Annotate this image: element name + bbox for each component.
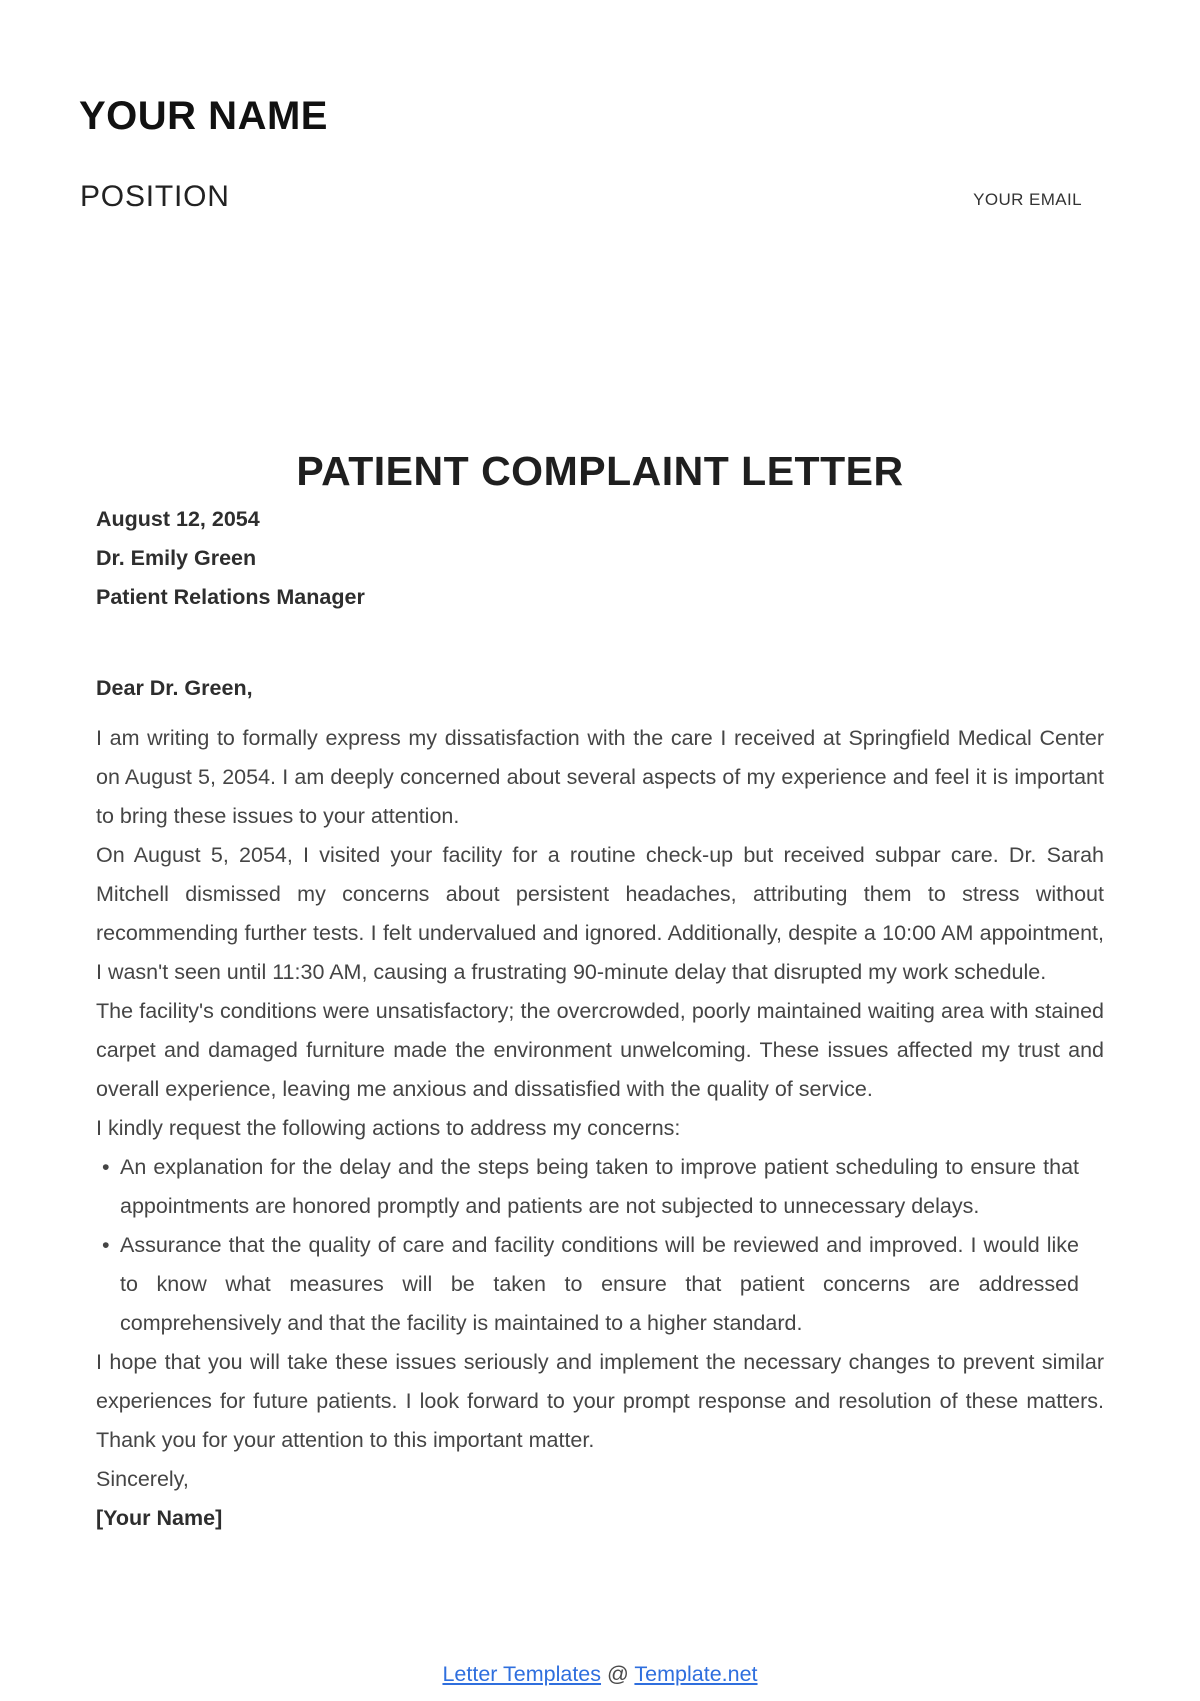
request-text: Assurance that the quality of care and facility conditions will be reviewed and improved. I would like to know what measures will be taken to ensure that patient concerns are addressed comprehensively and that the facility is maintained to a higher standard. xyxy=(120,1233,1079,1335)
document-title: PATIENT COMPLAINT LETTER xyxy=(296,448,904,494)
paragraph-facility: The facility's conditions were unsatisfactory; the overcrowded, poorly maintained waiting area with stained carpet and damaged furniture made the environment unwelcoming. These issues affected my trust and overall experience, leaving me anxious and dissatisfied with the quality of service. xyxy=(96,999,1104,1101)
request-list xyxy=(96,1148,1104,1343)
sender-position: POSITION xyxy=(80,180,230,213)
closing: Sincerely, xyxy=(96,1467,189,1491)
letter-body xyxy=(96,500,1104,1538)
letter-date: August 12, 2054 xyxy=(96,507,260,531)
sender-name: YOUR NAME xyxy=(79,94,328,138)
template-net-link[interactable]: Template.net xyxy=(634,1662,758,1686)
paragraph-incident: On August 5, 2054, I visited your facility for a routine check-up but received subpar care. Dr. Sarah Mitchell dismissed my concerns about persistent headaches, attributing them to stress without recommending further tests. I felt undervalued and ignored. Additionally, despite a 10:00 AM appointment, I wasn't seen until 11:30 AM, causing a frustrating 90-minute delay that disrupted my work schedule. xyxy=(96,843,1104,984)
bullet-icon: • xyxy=(102,1155,110,1179)
recipient-name: Dr. Emily Green xyxy=(96,546,257,570)
footer-separator: @ xyxy=(607,1662,629,1686)
signature: [Your Name] xyxy=(96,1506,223,1530)
letter-templates-link[interactable]: Letter Templates xyxy=(442,1662,602,1686)
sender-email: YOUR EMAIL xyxy=(973,190,1082,209)
paragraph-intro: I am writing to formally express my dissatisfaction with the care I received at Springfield Medical Center on August 5, 2054. I am deeply concerned about several aspects of my experience and feel it is important to bring these issues to your attention. xyxy=(96,726,1104,828)
list-item xyxy=(102,1148,1079,1226)
bullet-icon: • xyxy=(102,1233,110,1257)
salutation: Dear Dr. Green, xyxy=(96,676,253,700)
paragraph-closing: I hope that you will take these issues seriously and implement the necessary changes to prevent similar experiences for future patients. I look forward to your prompt response and resolution of these matters. Thank you for your attention to this important matter. xyxy=(96,1350,1104,1452)
request-text: An explanation for the delay and the steps being taken to improve patient scheduling to ensure that appointments are honored promptly and patients are not subjected to unnecessary delays. xyxy=(120,1155,1079,1218)
recipient-block xyxy=(96,500,1104,617)
recipient-role: Patient Relations Manager xyxy=(96,585,365,609)
footer xyxy=(0,1662,1200,1687)
paragraph-request-intro: I kindly request the following actions to address my concerns: xyxy=(96,1116,681,1140)
list-item xyxy=(102,1226,1079,1343)
